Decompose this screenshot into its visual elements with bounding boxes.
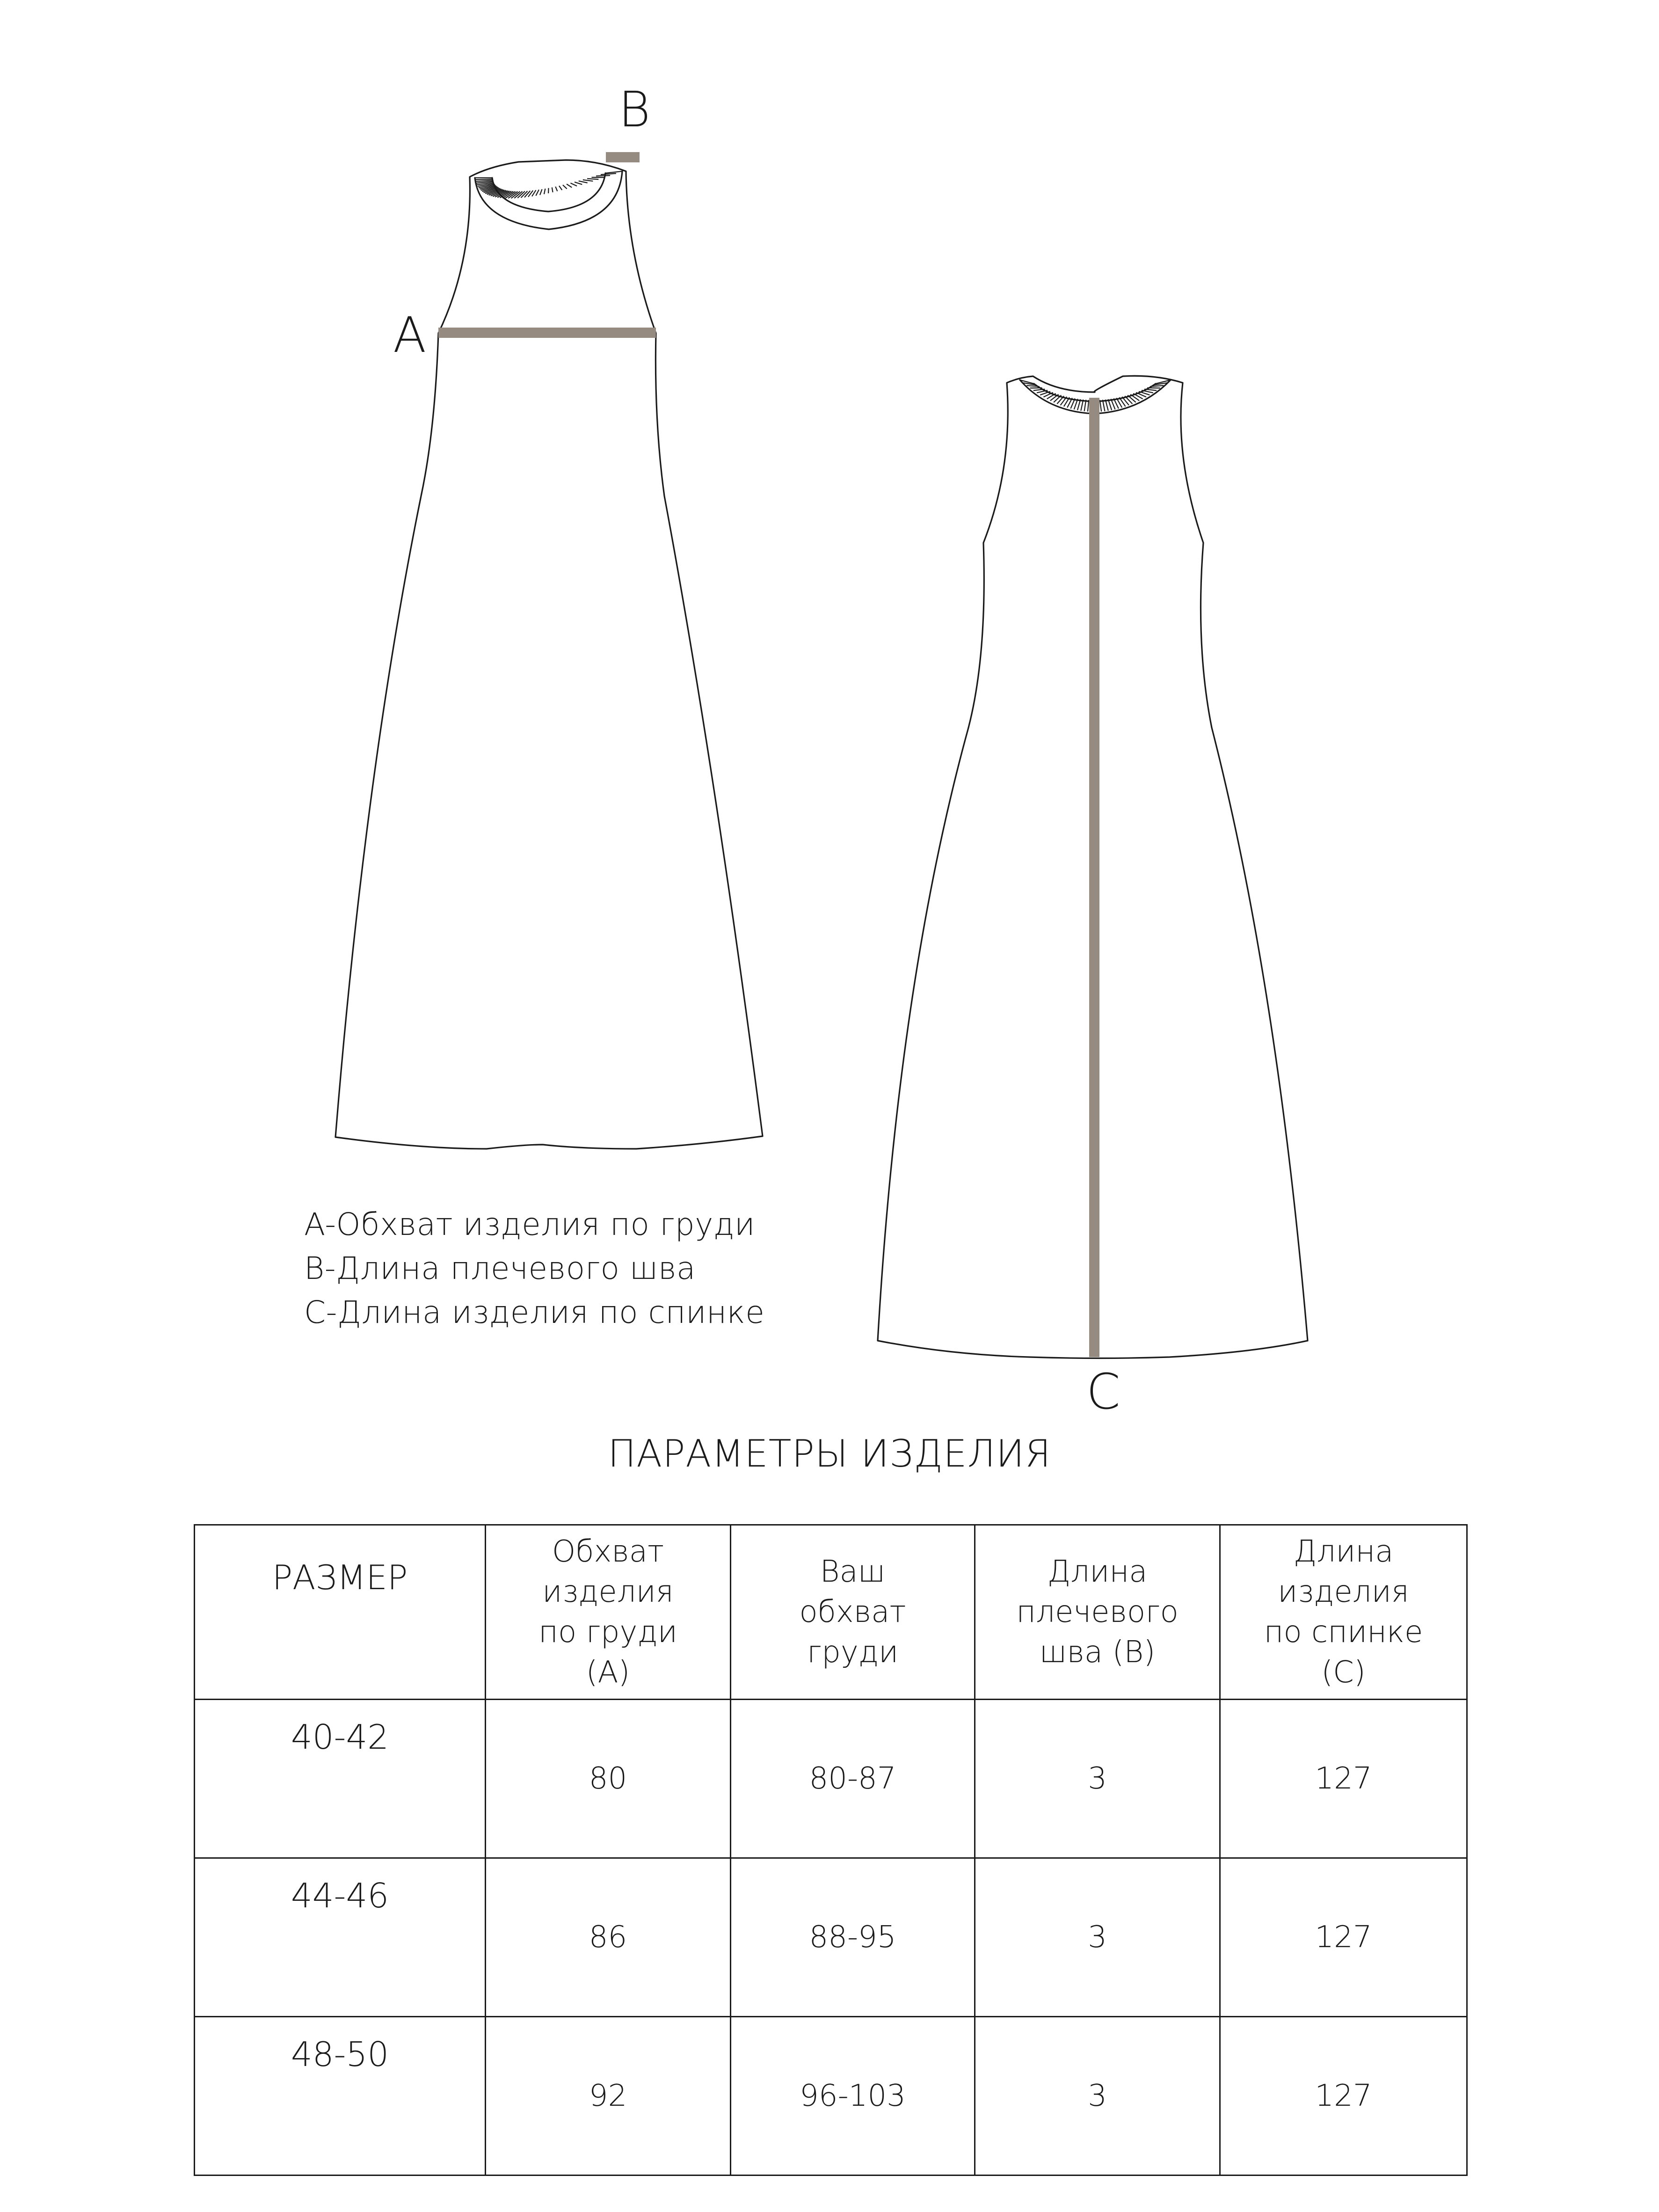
table-header-row <box>195 1525 1467 1700</box>
front-dress-view <box>335 81 763 1149</box>
callout-label-b: B <box>618 81 651 138</box>
header-back-length <box>1220 1525 1467 1700</box>
rib-line <box>587 179 598 180</box>
measure-bar-b <box>606 152 640 162</box>
rib-line <box>1125 396 1132 404</box>
measure-bar-a <box>438 328 656 338</box>
cell-size: 44-46 <box>195 1858 486 2017</box>
callout-label-a: A <box>393 307 427 364</box>
front-neck-rib-knit <box>475 171 622 198</box>
cell-chest-garment: 86 <box>486 1858 731 2017</box>
rib-line <box>570 183 577 186</box>
legend-item-c: C-Длина изделия по спинке <box>304 1294 765 1330</box>
cell-size: 48-50 <box>195 2017 486 2175</box>
rib-line <box>579 181 588 183</box>
rib-line <box>540 189 542 195</box>
rib-line <box>475 179 493 180</box>
rib-line <box>559 186 562 190</box>
header-back-length-text: Длина изделия по спинке (С) <box>1264 1534 1423 1690</box>
header-shoulder-seam <box>975 1525 1220 1700</box>
cell-shoulder-seam: 3 <box>975 2017 1220 2175</box>
header-shoulder-seam-text: Длина плечевого шва (В) <box>1016 1555 1179 1670</box>
rib-line <box>567 184 572 187</box>
rib-line <box>605 171 622 173</box>
cell-shoulder-seam: 3 <box>975 1700 1220 1858</box>
cell-shoulder-seam: 3 <box>975 1858 1220 2017</box>
cell-chest-garment: 80 <box>486 1700 731 1858</box>
cell-chest-garment: 92 <box>486 2017 731 2175</box>
measure-bar-c <box>1089 398 1099 1357</box>
rib-line <box>1128 395 1136 402</box>
table-row <box>195 1700 1467 1858</box>
header-size: РАЗМЕР <box>195 1525 486 1700</box>
table-row <box>195 1858 1467 2017</box>
rib-line <box>552 187 553 192</box>
header-chest-garment <box>486 1525 731 1700</box>
measurement-legend <box>304 1203 764 1335</box>
rib-line <box>536 190 539 196</box>
header-your-chest-text: Ваш обхват груди <box>799 1555 906 1670</box>
rib-line <box>563 185 567 189</box>
rib-line <box>544 189 546 194</box>
rib-line <box>1130 394 1139 401</box>
rib-line <box>596 175 610 176</box>
front-neckline-outer <box>475 171 622 229</box>
header-chest-garment-text: Обхват изделия по груди (А) <box>538 1534 677 1690</box>
rib-line <box>583 180 593 181</box>
cell-back-length: 127 <box>1220 2017 1467 2175</box>
table-title: ПАРАМЕТРЫ ИЗДЕЛИЯ <box>608 1432 1051 1475</box>
size-parameters-table <box>194 1524 1468 2176</box>
cell-back-length: 127 <box>1220 1858 1467 2017</box>
table-row <box>195 2017 1467 2175</box>
cell-your-chest: 88-95 <box>731 1858 975 2017</box>
rib-line <box>601 174 616 175</box>
rib-line <box>555 187 557 191</box>
cell-back-length: 127 <box>1220 1700 1467 1858</box>
rib-line <box>575 182 582 184</box>
cell-your-chest: 96-103 <box>731 2017 975 2175</box>
back-dress-view <box>878 376 1308 1420</box>
legend-item-a: A-Обхват изделия по груди <box>304 1206 755 1242</box>
header-your-chest <box>731 1525 975 1700</box>
cell-size: 40-42 <box>195 1700 486 1858</box>
cell-your-chest: 80-87 <box>731 1700 975 1858</box>
callout-label-c: C <box>1086 1363 1121 1420</box>
legend-item-b: B-Длина плечевого шва <box>304 1250 696 1286</box>
